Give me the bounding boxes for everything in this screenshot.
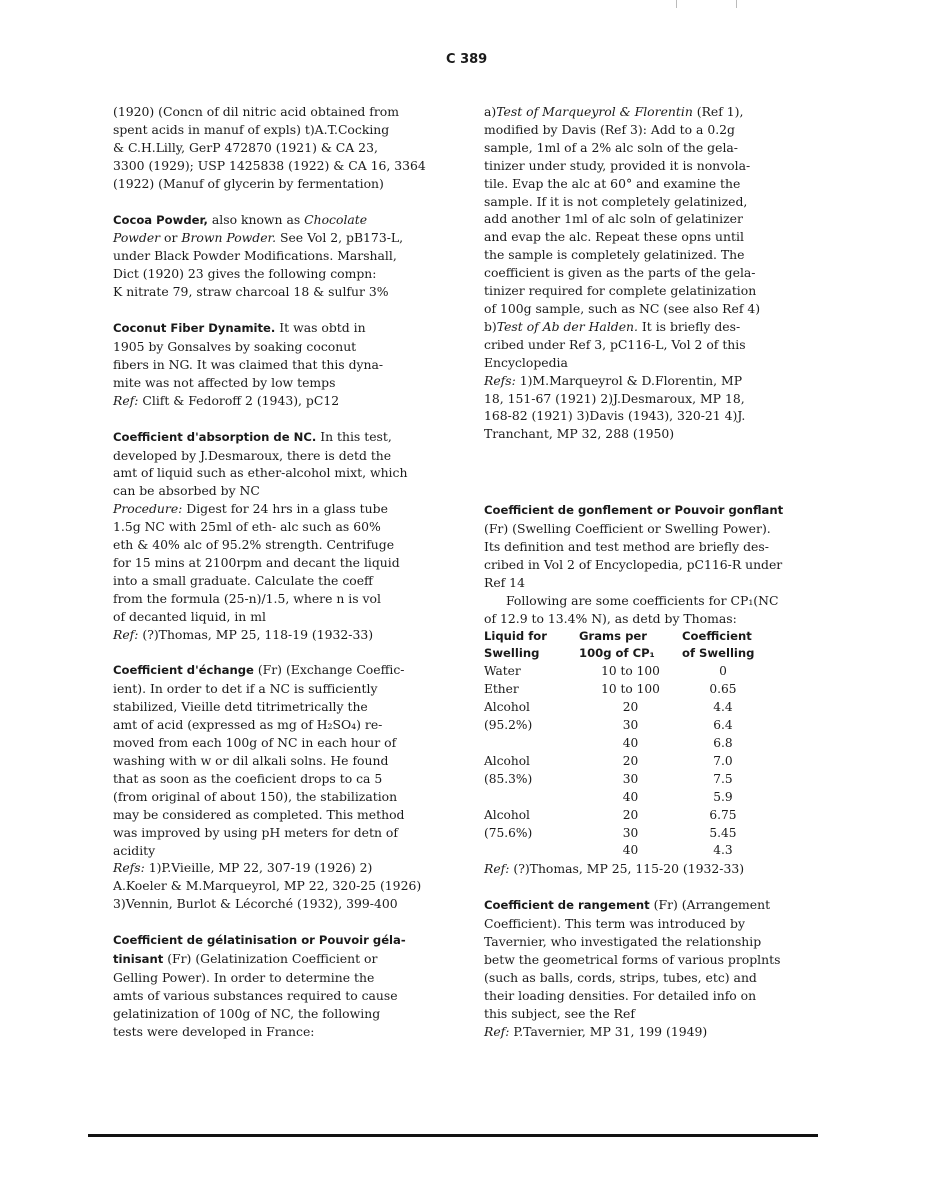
text-line: cribed under Ref 3, pC116-L, Vol 2 of this — [484, 336, 746, 352]
ref-label: Ref: — [484, 1023, 510, 1039]
table-cell: 20 — [622, 700, 639, 715]
text-line: can be absorbed by NC — [113, 483, 260, 499]
entry-heading: Coefficient de gonflement or Pouvoir gonflant — [484, 503, 784, 518]
text-line: for 15 mins at 2100rpm and decant the liquid — [113, 554, 400, 570]
left-column — [113, 103, 441, 1041]
table-row — [484, 681, 764, 699]
text-line: Ref 14 — [484, 574, 525, 590]
intro-paragraph — [113, 103, 441, 193]
text-line: washing with w or dil alkali solns. He found — [113, 753, 389, 768]
text-line: this subject, see the Ref — [484, 1005, 635, 1021]
text-line: of 100g sample, such as NC (see also Ref 4) — [484, 300, 761, 316]
text-lines — [484, 520, 784, 592]
table-cell — [484, 735, 579, 753]
text-line: (1920) (Concn of dil nitric acid obtained from — [113, 104, 400, 119]
text-line: Gelling Power). In order to determine the — [113, 969, 375, 985]
text-line: into a small graduate. Calculate the coeff — [113, 572, 373, 588]
text-line: mite was not affected by low temps — [113, 374, 336, 390]
text-line: (from original of about 150), the stabilization — [113, 788, 398, 804]
table-cell: 40 — [622, 843, 639, 858]
table-row — [484, 825, 764, 843]
table-cell: 40 — [622, 736, 639, 750]
entry-heading: Coefficient de gélatinisation or Pouvoir géla- — [113, 933, 406, 948]
table-header-cell: Liquid for — [484, 628, 547, 643]
table-cell: Alcohol — [484, 700, 530, 715]
table-cell: 4.4 — [713, 700, 733, 715]
text-line: add another 1ml of alc soln of gelatinizer — [484, 211, 743, 227]
text-line: was improved by using pH meters for detn of — [113, 824, 398, 840]
entry-coefficient-absorption: Coefficient d'absorption de NC. In this test, developed by J.Desmaroux, there is detd the amt of liquid such as ether-alcohol mixt, which can be absorbed by NC Procedure: Digest for 24 hrs in a glass tube 1.5g NC with 25ml of eth- alc such as 60% eth & 40% alc of 95.2% strength. Centrifuge for 15 mins at 2100rpm and decant the liquid into a small graduate. Calculate the coeff from the formula (25-n)/1.5, where n is vol of decanted liquid, in ml Ref: (?)Thomas, MP 25, 118-19 (1932-33) — [113, 428, 441, 644]
text-lines — [484, 390, 784, 444]
table-cell: 10 to 100 — [601, 682, 660, 697]
text-line: spent acids in manuf of expls) t)A.T.Cocking — [113, 121, 390, 137]
text-line: tests were developed in France: — [113, 1023, 315, 1039]
text-line: amts of various substances required to cause — [113, 987, 398, 1003]
table-cell: 10 to 100 — [601, 664, 660, 679]
table-cell: 0.65 — [709, 682, 737, 697]
table-cell: Alcohol — [484, 807, 530, 822]
text-lines — [113, 247, 441, 301]
table-cell: 6.75 — [709, 807, 737, 822]
text-line: (Fr) (Swelling Coefficient or Swelling Power). — [484, 521, 771, 537]
text-line: moved from each 100g of NC in each hour of — [113, 735, 397, 751]
text-line: that as soon as the coeficient drops to ca 5 — [113, 770, 383, 786]
footer-rule — [88, 1134, 818, 1137]
text-line: Encyclopedia — [484, 354, 568, 370]
refs-label: Refs: — [484, 372, 516, 388]
text-line: ient). In order to det if a NC is sufficiently — [113, 681, 378, 697]
page-number: C 389 — [446, 52, 488, 67]
table-cell: 4.3 — [713, 843, 733, 858]
table-header-cell: Grams per — [579, 628, 647, 643]
text-lines — [484, 336, 784, 372]
text-line: 168-82 (1921) 3)Davis (1943), 320-21 4)J. — [484, 408, 746, 424]
text-line: eth & 40% alc of 95.2% strength. Centrifuge — [113, 537, 395, 553]
text-line: the sample is completely gelatinized. The — [484, 247, 745, 263]
text-line: gelatinization of 100g of NC, the following — [113, 1005, 381, 1021]
text-line: developed by J.Desmaroux, there is detd the — [113, 447, 392, 463]
text-lines — [484, 915, 784, 1022]
text-line: Tranchant, MP 32, 288 (1950) — [484, 426, 675, 442]
table-cell: Water — [484, 664, 521, 679]
table-cell: 5.9 — [713, 789, 733, 804]
text-line: (such as balls, cords, strips, tubes, etc) and — [484, 969, 757, 985]
text-line: tinizer required for complete gelatinization — [484, 283, 757, 299]
scan-tick-mark — [736, 0, 737, 8]
text-line: (1922) (Manuf of glycerin by fermentation) — [113, 175, 384, 191]
text-line: coefficient is given as the parts of the gela- — [484, 265, 756, 281]
text-line: Coefficient). This term was introduced by — [484, 916, 745, 932]
gelatinisation-continued: a)Test of Marqueyrol & Florentin (Ref 1), modified by Davis (Ref 3): Add to a 0.2g sample, 1ml of a 2% alc soln of the gela- tinizer under study, provided it is nonvola- tile. Evap the alc at 60° and examine the sample. If it is not completely gelatinized, add another 1ml of alc soln of gelatinizer and evap the alc. Repeat these opns until the sample is completely gelatinized. The coefficient is given as the parts of the gela- tinizer required for complete gelatinization of 100g sample, such as NC (see also Ref 4) b)Test of Ab der Halden. It is briefly des- cribed under Ref 3, pC116-L, Vol 2 of this Encyclopedia Refs: 1)M.Marqueyrol & D.Florentin, MP 18, 151-67 (1921) 2)J.Desmaroux, MP 18, 168-82 (1921) 3)Davis (1943), 320-21 4)J. Tranchant, MP 32, 288 (1950) — [484, 103, 784, 443]
table-row — [484, 663, 764, 681]
table-header-cell: of Swelling — [682, 646, 755, 661]
table-header-row — [484, 645, 764, 663]
text-line: their loading densities. For detailed info on — [484, 987, 757, 1003]
text-line: of decanted liquid, in ml — [113, 608, 266, 624]
text-line: 1905 by Gonsalves by soaking coconut — [113, 338, 357, 354]
text-line: sample, 1ml of a 2% alc soln of the gela- — [484, 139, 738, 155]
text-line: under Black Powder Modifications. Marshall, — [113, 248, 397, 264]
text-line: stabilized, Vieille detd titrimetrically the — [113, 699, 368, 715]
text-line: 3)Vennin, Burlot & Lécorché (1932), 399-400 — [113, 896, 398, 912]
table-header-cell: Swelling — [484, 646, 540, 661]
table-cell: Ether — [484, 682, 519, 697]
entry-heading: Coconut Fiber Dynamite. — [113, 321, 276, 336]
text-line: Dict (1920) 23 gives the following compn: — [113, 266, 377, 282]
entry-coefficient-gonflement: Coefficient de gonflement or Pouvoir gonflant (Fr) (Swelling Coefficient or Swelling Power). Its definition and test method are briefly des- cribed in Vol 2 of Encyclopedia, pC116-R under Ref 14 Following are some coefficients for CP₁(NC of 12.9 to 13.4% N), as detd by Thomas: Liquid for Grams per Coefficient Swelling 100g of CP₁ of Swelling Water 10 to 100 0 Ether 10 to 100 0.65 Alcohol 20 4.4 (95.2%) 30 6.4 40 6.8 Alcohol 20 7.0 (85.3%) 30 7.5 40 5.9 Alcohol 20 6.75 (75.6%) 30 5.45 40 4.3 Ref: (?)Thomas, MP 25, 115-20 (1932-33) — [484, 503, 784, 877]
text-line: sample. If it is not completely gelatinized, — [484, 193, 748, 209]
table-row — [484, 717, 764, 735]
text-line: Its definition and test method are briefly des- — [484, 539, 769, 555]
entry-heading: Coefficient d'absorption de NC. — [113, 429, 317, 444]
text-lines — [113, 969, 441, 1041]
table-cell: 5.45 — [709, 825, 737, 840]
table-cell: (95.2%) — [484, 718, 533, 733]
entry-heading: Cocoa Powder, — [113, 212, 208, 227]
entry-coefficient-echange: Coefficient d'échange (Fr) (Exchange Coeffic- ient). In order to det if a NC is sufficiently stabilized, Vieille detd titrimetrically the amt of acid (expressed as mg of H₂SO₄) re- moved from each 100g of NC in each hour of washing with w or dil alkali solns. He found that as soon as the coeficient drops to ca 5 (from original of about 150), the stabilization may be considered as completed. This method was improved by using pH meters for detn of acidity Refs: 1)P.Vieille, MP 22, 307-19 (1926) 2) A.Koeler & M.Marqueyrol, MP 22, 320-25 (1926) 3)Vennin, Burlot & Lécorché (1932), 399-400 — [113, 661, 441, 913]
table-cell: (75.6%) — [484, 825, 533, 840]
table-row — [484, 789, 764, 807]
text-line: betw the geometrical forms of various proplnts — [484, 951, 781, 967]
table-cell — [484, 842, 579, 860]
ref-label: Ref: — [113, 392, 139, 408]
text-line: 1.5g NC with 25ml of eth- alc such as 60% — [113, 519, 381, 535]
text-line: & C.H.Lilly, GerP 472870 (1921) & CA 23, — [113, 139, 378, 155]
table-row — [484, 771, 764, 789]
text-line: acidity — [113, 842, 156, 858]
table-cell: 0 — [719, 664, 727, 679]
text-lines — [113, 447, 441, 501]
table-header-cell: Coefficient — [682, 628, 752, 643]
text-lines — [113, 338, 441, 392]
text-line: Tavernier, who investigated the relationship — [484, 934, 762, 950]
ref-label: Ref: — [484, 861, 510, 877]
text-line: amt of liquid such as ether-alcohol mixt, which — [113, 465, 408, 481]
table-row — [484, 807, 764, 825]
entry-coefficient-gelatinisation: Coefficient de gélatinisation or Pouvoir géla- tinisant (Fr) (Gelatinization Coefficient or Gelling Power). In order to determine the amts of various substances required to cause gelatinization of 100g of NC, the following tests were developed in France: — [113, 931, 441, 1040]
table-header-cell: 100g of CP₁ — [579, 646, 655, 661]
refs-label: Refs: — [113, 860, 145, 876]
table-cell: (85.3%) — [484, 771, 533, 786]
table-cell: 7.0 — [713, 753, 733, 768]
entry-cocoa-powder: Cocoa Powder, also known as Chocolate Powder or Brown Powder. See Vol 2, pB173-L, under Black Powder Modifications. Marshall, Dict (1920) 23 gives the following compn: K nitrate 79, straw charcoal 18 & sulfur 3% — [113, 211, 441, 302]
scan-tick-mark — [676, 0, 677, 8]
text-line: A.Koeler & M.Marqueyrol, MP 22, 320-25 (1926) — [113, 878, 422, 894]
table-cell: 6.8 — [713, 736, 733, 750]
text-line: tile. Evap the alc at 60° and examine the — [484, 175, 741, 191]
table-cell: 20 — [622, 753, 639, 768]
table-row — [484, 842, 764, 860]
text-lines — [113, 680, 441, 859]
table-cell: Alcohol — [484, 753, 530, 768]
table-cell: 40 — [622, 789, 639, 804]
swelling-coefficient-table — [484, 628, 764, 861]
table-cell: 30 — [622, 771, 639, 786]
text-line: 3300 (1929); USP 1425838 (1922) & CA 16, 3364 — [113, 157, 426, 173]
entry-coconut-fiber-dynamite: Coconut Fiber Dynamite. It was obtd in 1905 by Gonsalves by soaking coconut fibers in NG. It was claimed that this dyna- mite was not affected by low temps Ref: Clift & Fedoroff 2 (1943), pC12 — [113, 319, 441, 410]
entry-heading: Coefficient de rangement — [484, 898, 650, 913]
table-row — [484, 753, 764, 771]
entry-heading: Coefficient d'échange — [113, 663, 254, 678]
text-line: 18, 151-67 (1921) 2)J.Desmaroux, MP 18, — [484, 390, 745, 406]
text-line: from the formula (25-n)/1.5, where n is vol — [113, 590, 381, 606]
table-cell: 20 — [622, 807, 639, 822]
text-line: amt of acid (expressed as mg of H₂SO₄) re- — [113, 717, 383, 733]
table-cell — [484, 789, 579, 807]
entry-coefficient-rangement: Coefficient de rangement (Fr) (Arrangement Coefficient). This term was introduced by Tavernier, who investigated the relationship betw the geometrical forms of various proplnts (such as balls, cords, strips, tubes, etc) and their loading densities. For detailed info on this subject, see the Ref Ref: P.Tavernier, MP 31, 199 (1949) — [484, 896, 784, 1040]
table-row — [484, 699, 764, 717]
right-column — [484, 103, 784, 1041]
text-lines — [113, 518, 441, 625]
text-line: fibers in NG. It was claimed that this dyna- — [113, 356, 384, 372]
text-line: may be considered as completed. This method — [113, 806, 405, 822]
table-header-row — [484, 628, 764, 646]
text-line: tinizer under study, provided it is nonvola- — [484, 157, 751, 173]
table-cell: 7.5 — [713, 771, 733, 786]
text-line: modified by Davis (Ref 3): Add to a 0.2g — [484, 121, 735, 137]
procedure-label: Procedure: — [113, 501, 183, 517]
table-cell: 30 — [622, 718, 639, 733]
table-cell: 30 — [622, 825, 639, 840]
text-lines — [484, 121, 784, 318]
ref-label: Ref: — [113, 626, 139, 642]
table-cell: 6.4 — [713, 718, 733, 733]
table-row — [484, 735, 764, 753]
text-line: K nitrate 79, straw charcoal 18 & sulfur 3% — [113, 284, 389, 300]
text-line: and evap the alc. Repeat these opns until — [484, 229, 744, 245]
text-lines — [113, 877, 441, 913]
text-line: cribed in Vol 2 of Encyclopedia, pC116-R under — [484, 556, 783, 572]
